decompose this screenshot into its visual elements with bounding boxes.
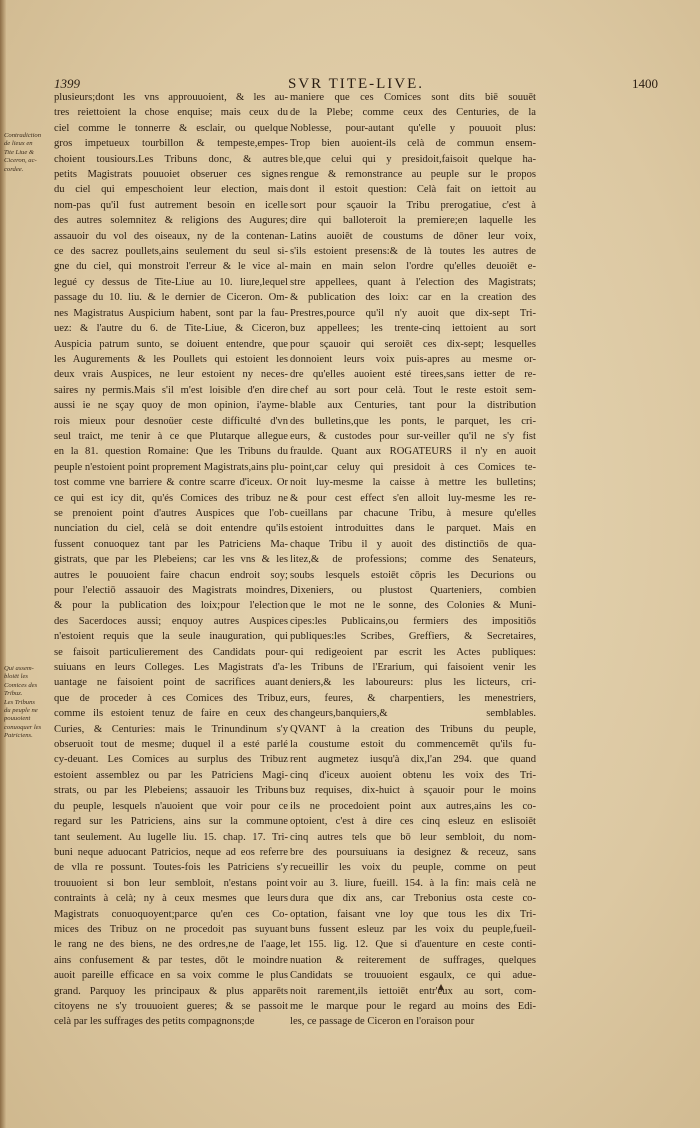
text-line: point,car celuy qui presidoit à ces Comices te- (290, 461, 536, 473)
text-line: passage du 10. liu. & le dernier de Ciceron. Om- (54, 292, 288, 304)
text-line: du peuple, lesquels n'auoient que voir pour ce (54, 800, 288, 812)
text-line: Magistrats conuoquoyent;parce qu'en ces Co- (54, 908, 288, 920)
text-line: ble,que celui qui y presidoit,faisoit quelque ha- (290, 153, 536, 165)
margin-note-tribuns (4, 665, 52, 741)
text-line: estoient introduittes dans le parquet. Mais en (290, 523, 536, 535)
text-line: en la 81. question Romaine: Que les Tribuns du (54, 446, 288, 458)
text-line: bloiēt les (4, 673, 28, 681)
text-line: petits Magistrats pouuoiet obseruer ces signes (54, 169, 288, 181)
text-line: Comices des (4, 681, 38, 689)
text-line: nes Magistratus Auspicium habent, sont par la fau- (54, 307, 288, 319)
text-line: Tite Liue & (4, 148, 35, 156)
text-line: gros impetueux tourbillon & tempeste,empes- (54, 138, 288, 150)
text-line: cordee. (4, 165, 24, 173)
text-line: stre appellees, quant à l'election des Magistrats; (290, 276, 536, 288)
text-line: suiuans en leurs Colleges. Les Magistrats d'a- (54, 662, 288, 674)
text-line: peuple n'estoient point proprement Magistrats,ains plu- (54, 461, 288, 473)
text-line: dont il estoit question: Celà fait on iettoit au (290, 184, 536, 196)
text-line: recueillir les voix du peuple, comme on peut (290, 862, 536, 874)
text-line: nuation & reiterement de suffrages, quelques (290, 954, 536, 966)
text-line: me le marque pour le regard au moins des Edi- (290, 1000, 536, 1012)
text-line: nom-pas qu'il fust autrement besoin en icelle (54, 199, 288, 211)
text-line: se faisoit particulierement des Candidats pour- (54, 646, 288, 658)
text-line: ce qui est icy dit, qu'és Comices des tribuz ne (54, 492, 288, 504)
text-line: des bulletins,que les ponts, le parquet, les cri- (290, 415, 536, 427)
text-line: Patriciens. (4, 732, 33, 740)
text-line: rois mieux pour desnoüer ceste difficulté d'vn (54, 415, 288, 427)
text-line: litez,& de professions; comme des Senateurs, (290, 554, 536, 566)
text-line: pour sçauoir qui seroiēt ces dix-sept; lesquelles (290, 338, 536, 350)
text-line: optoient, c'est à dire ces cinq esleuz en eslisoiēt (290, 816, 536, 828)
text-line: soubs lesquels estoiēt cōpris les Decurions ou (290, 569, 536, 581)
left-text-column (54, 90, 288, 1030)
text-line: tres reiettoient la chose enquise; mais ceux du (54, 107, 288, 119)
margin-note-contradiction (4, 132, 52, 174)
text-line: Prestres,pource qu'il n'y auoit que dix-sept Tri- (290, 307, 536, 319)
text-line: deux vrais Auspices, ne leur estoient ny neces- (54, 369, 288, 381)
text-line: rent augmetez iusqu'à dix,l'an 294. que quand (290, 754, 536, 766)
text-line: qui redigeoient par escrit les Actes publiques: (290, 646, 536, 658)
text-line: Trop bien auoient-ils celà de commun ensem- (290, 138, 536, 150)
text-line: let 155. lig. 12. Que si d'auenture en ceste conti- (290, 939, 536, 951)
text-line: optation, faisant vne loy que tous les dix Tri- (290, 908, 536, 920)
text-line: dura que dix ans, car Trebonius osta ceste co- (290, 893, 536, 905)
text-line: du ciel qui empeschoient leur election, mais (54, 184, 288, 196)
text-line: les Tribuns de l'Erarium, qui faisoient venir les (290, 662, 536, 674)
text-line: mices des Tribuz on ne procedoit pas suyuant (54, 923, 288, 935)
text-line: uantage ne faisoient point de sacrifices auant (54, 677, 288, 689)
text-line: gistrats, que par les Plebeiens; car les vns & les (54, 554, 288, 566)
text-line: ains confusement & par testes, dōt le moindre (54, 954, 288, 966)
text-line: changeurs,banquiers,& semblables. (290, 708, 536, 720)
text-line: pour l'electiō assauoir des Magistrats moindres, (54, 585, 288, 596)
text-line: que de proceder à ces Comices des Tribuz, (54, 692, 288, 704)
text-line: buz requises, dix-huict à sçauoir pour le moins (290, 785, 536, 797)
text-line: citoyens ne s'y trouuoient gueres; & se passoit (54, 1000, 288, 1012)
text-line: eurs, & custodes pour sur-veiller qu'il ne s'y fist (290, 430, 536, 442)
text-line: voir au 3. liure, fueill. 154. à la fin: mais celà ne (290, 877, 536, 889)
text-line: rengue & remonstrance au peuple sur le propos (290, 169, 536, 181)
text-line: dre qu'elles auoient esté tirees,sans ietter de re- (290, 369, 536, 381)
text-line: les, ce passage de Ciceron en l'oraison pour (290, 1016, 475, 1028)
text-line: seul traict, me tenir à ce que Plutarque allegue (54, 430, 288, 442)
left-page-number: 1399 (54, 76, 80, 91)
text-line: comme ils estoient tenuz de faire en ceux des (54, 708, 288, 720)
text-line: ils ne procedoient point aux autres,ains les co- (290, 800, 536, 812)
text-line: fussent conuoquez tant par les Patriciens Ma- (54, 538, 288, 550)
text-line: conuoquer les (4, 723, 42, 731)
text-line: strats, ou par les Plebeiens; assauoir les Tribuns (54, 785, 288, 797)
text-line: du peuple ne (4, 707, 38, 715)
text-line: deniers,& les laboureurs: plus les licteurs, cri- (290, 677, 536, 689)
text-line: cy-deuant. Les Comices au surplus des Tribuz (54, 754, 288, 766)
text-line: autres le pouuoient faire chacun endroit soy; (54, 569, 288, 581)
text-line: eurs, feures, & charpentiers, les menestriers, (290, 692, 536, 704)
text-line: Ciceron, ac- (4, 157, 37, 165)
text-line: sort pour sçauoir la Tribu prerogatiue, c'est à (290, 199, 536, 211)
text-line: Qui assem- (4, 665, 34, 672)
text-line: & pour la publication des loix;pour l'election (54, 600, 288, 612)
text-line: donnoient leurs voix puis-apres au mesme or- (290, 353, 536, 365)
text-line: Candidats se trouuoient esgaulx, ce qui adue- (290, 970, 536, 982)
text-line: des autres solemnitez & religions des Augures; (54, 215, 288, 227)
text-line: de vlla re possunt. Toutes-fois les Patriciens s'y (54, 862, 288, 874)
text-line: Noblesse, pour-autant qu'elle y pouuoit plus: (290, 122, 536, 134)
text-line: obseruoit tout de mesme; duquel il a esté parlé (54, 739, 288, 751)
text-line: noit luy-mesme la caisse à mettre les bulletins; (290, 477, 536, 489)
text-line: ce des sacrez poullets,ains seulement du seul si- (54, 246, 288, 258)
text-line: & publication des loix: car en la creation des (290, 292, 536, 304)
page-ornament-mark (438, 984, 444, 990)
text-line: estoient assemblez ou par les Patriciens Magi- (54, 769, 288, 781)
text-line: cinq d'iceux auoient obtenu les voix des Tri- (290, 769, 536, 781)
text-line: aussi ie ne sçay quoy de mon opinion, i'ayme- (54, 400, 288, 412)
text-line: n'estoient requis que la seule inauguration, qui (54, 631, 288, 643)
text-line: choient tousiours.Les Tribuns donc, & autres (54, 153, 288, 165)
text-line: buz appellees; les trente-cinq iettoient au sort (290, 323, 536, 335)
text-line: Dixeniers, ou plustost Quarteniers, combien (290, 585, 536, 596)
text-line: pouuoient (4, 715, 31, 723)
text-line: Latins auoiēt de coustums de dōner leur voix, (290, 230, 536, 242)
text-line: Auspicia patrum sunto, se doiuent entendre, que (54, 338, 288, 350)
text-line: des Sacerdoces aussi; enquoy autres Auspices (54, 615, 288, 627)
right-page-number: 1400 (632, 76, 658, 91)
text-line: gne du ciel, qui monstroit l'erreur & le vice al- (54, 261, 288, 273)
text-line: buni neque aduocant Patricios, neque ad eos referre (54, 846, 288, 858)
text-line: saires ny permis.Mais s'il m'est loisible d'en dire (54, 384, 288, 396)
text-line: cinq autres tels que bō leur sembloit, du nom- (290, 831, 536, 843)
text-line: se prenoient point d'autres Auspices que l'ob- (54, 507, 288, 519)
text-line: nunciation du ciel, celà se doit entendre qu'ils (54, 523, 288, 535)
text-line: & pour cest effect s'en alloit luy-mesme les re- (290, 492, 536, 504)
text-line: les Augurements & les Poullets qui estoient les (54, 353, 288, 365)
text-line: grand. Parquoy les principaux & plus apparēts (54, 985, 288, 997)
text-line: blable aux Centuries, tant pour la distribution (290, 400, 536, 412)
text-line: de la Plebe; comme ceux des Centuries, de la (290, 107, 536, 119)
text-line: auoit pareille efficace en sa voix comme le plus (54, 970, 288, 982)
running-title: SVR TITE-LIVE. (287, 76, 425, 92)
text-line: chaque Tribu il y auoit des distinctiōs de qua- (290, 538, 536, 550)
text-line: main en main selon l'ordre qu'elles deuoiēt e- (290, 261, 536, 273)
text-line: assauoir du vol des oiseaux, ny de la contenan- (54, 230, 288, 242)
text-line: de lieux en (4, 140, 33, 148)
text-line: QVANT à la creation des Tribuns du peuple, (290, 723, 536, 735)
text-line: Les Tribuns (4, 698, 35, 706)
text-line: publiques:les Scribes, Greffiers, & Secretaires, (290, 631, 536, 643)
text-line: chef au sort pour celà. Tout le reste estoit sem- (290, 384, 536, 396)
text-line: noit rarement,ils iettoiēt entr'eux au sort, com- (290, 985, 536, 997)
text-line: ciel comme le tonnerre & esclair, ou quelque (54, 122, 288, 134)
text-line: uez: & l'autre du 6. de Tite-Liue, & Ciceron, (54, 323, 288, 335)
text-line: Curies, & Centuries: mais le Trinundinum s'y (54, 723, 288, 735)
text-line: celà par les suffrages des petits compagnons;de (54, 1016, 255, 1028)
text-line: trouuoient si bon leur sembloit, n'estans point (54, 877, 288, 889)
text-line: fraulde. Quant aux ROGATEURS il n'y en auoit (290, 446, 536, 458)
text-line: dire qui balloteroit la premiere;en laquelle les (290, 215, 536, 227)
text-line: buns fussent esleuz par les voix du peuple,fueil- (290, 923, 536, 935)
text-line: Tribuz. (4, 690, 23, 698)
text-line: legué cy dessus de Tite-Liue au 10. liure,lequel (54, 276, 288, 288)
text-line: contraints à celà; ny à ceux mesmes que leurs (54, 893, 288, 905)
text-line: tant seulement. Au lugelle liu. 15. chap. 17. Tri- (54, 831, 288, 843)
text-line: le rang ne des biens, ne des ordres,ne de l'aage, (54, 939, 288, 951)
text-line: que le mot ne le sonne, des Colonies & Muni- (290, 600, 536, 612)
text-line: la coustume estoit du commencemēt qu'ils fu- (290, 739, 536, 751)
right-text-column (290, 90, 536, 1030)
text-line: Contradiction (4, 132, 41, 139)
text-line: s'ils estoient presens:& de là toutes les autres de (290, 246, 536, 258)
text-line: plusieurs;dont les vns approuuoient, & les au- (54, 92, 288, 103)
text-line: cipes:les Publicains,ou fermiers des impositiōs (290, 615, 536, 627)
text-line: regard sur les Patriciens, ains sur la commune (54, 816, 288, 828)
text-line: tost comme vne barriere & contre scarre d'iceux. Or (54, 477, 288, 489)
text-line: bre des poursuiuans ia designez & receuz, sans (290, 846, 536, 858)
text-line: maniere que ces Comices sont dits biē souuēt (290, 92, 536, 103)
text-line: cueillans par chacune Tribu, à mesure qu'elles (290, 507, 536, 519)
